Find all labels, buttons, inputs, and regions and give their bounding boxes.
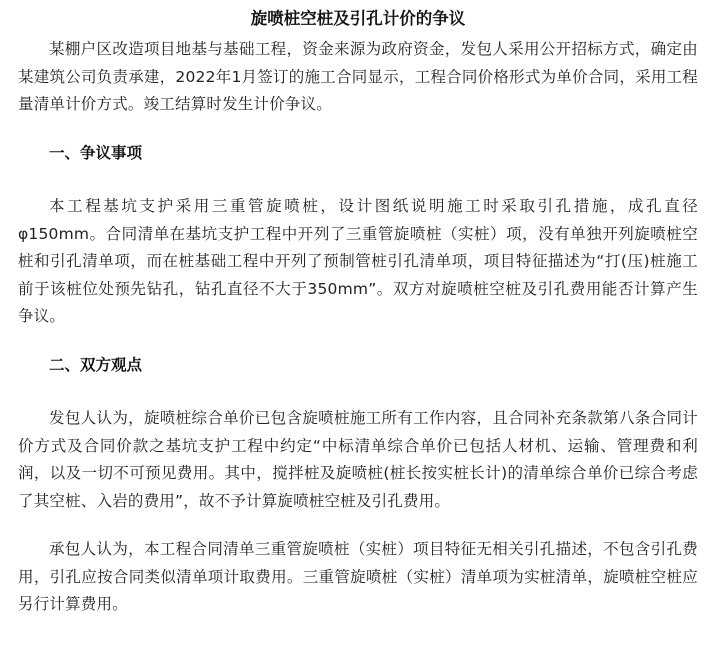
spacer [18, 515, 698, 536]
spacer [18, 331, 698, 352]
spacer [18, 119, 698, 140]
document-title: 旋喷桩空桩及引孔计价的争议 [250, 9, 466, 28]
spacer [18, 379, 698, 405]
contractor-view-paragraph: 承包人认为，本工程合同清单三重管旋喷桩（实桩）项目特征无相关引孔描述，不包含引孔费用，引孔应按合同类似清单项计取费用。三重管旋喷桩（实桩）清单项为实桩清单，旋喷桩空桩应另行计算费用。 [18, 540, 698, 613]
section-heading-views: 二、双方观点 [49, 355, 143, 374]
spacer [18, 167, 698, 193]
employer-view-paragraph: 发包人认为，旋喷桩综合单价已包含旋喷桩施工所有工作内容，且合同补充条款第八条合同计价方式及合同价款之基坑支护工程中约定“中标清单综合单价已包括人材机、运输、管理费和利润，以及一切不可预见费用。其中，搅拌桩及旋喷桩(桩长按实桩长计)的清单综合单价已综合考虑了其空桩、入岩的费用”，故不予计算旋喷桩空桩及引孔费用。 [18, 409, 698, 510]
dispute-paragraph: 本工程基坑支护采用三重管旋喷桩，设计图纸说明施工时采取引孔措施，成孔直径φ150mm。合同清单在基坑支护工程中开列了三重管旋喷桩（实桩）项，没有单独开列旋喷桩空桩和引孔清单项，而在桩基础工程中开列了预制管桩引孔清单项，项目特征描述为“打(压)桩施工前于该桩位处预先钻孔，钻孔直径不大于350mm”。双方对旋喷桩空桩及引孔费用能否计算产生争议。 [18, 197, 698, 325]
intro-paragraph: 某棚户区改造项目地基与基础工程，资金来源为政府资金，发包人采用公开招标方式，确定由某建筑公司负责承建，2022年1月签订的施工合同显示，工程合同价格形式为单价合同，采用工程量清单计价方式。竣工结算时发生计价争议。 [18, 40, 698, 113]
section-heading-dispute: 一、争议事项 [49, 143, 143, 162]
